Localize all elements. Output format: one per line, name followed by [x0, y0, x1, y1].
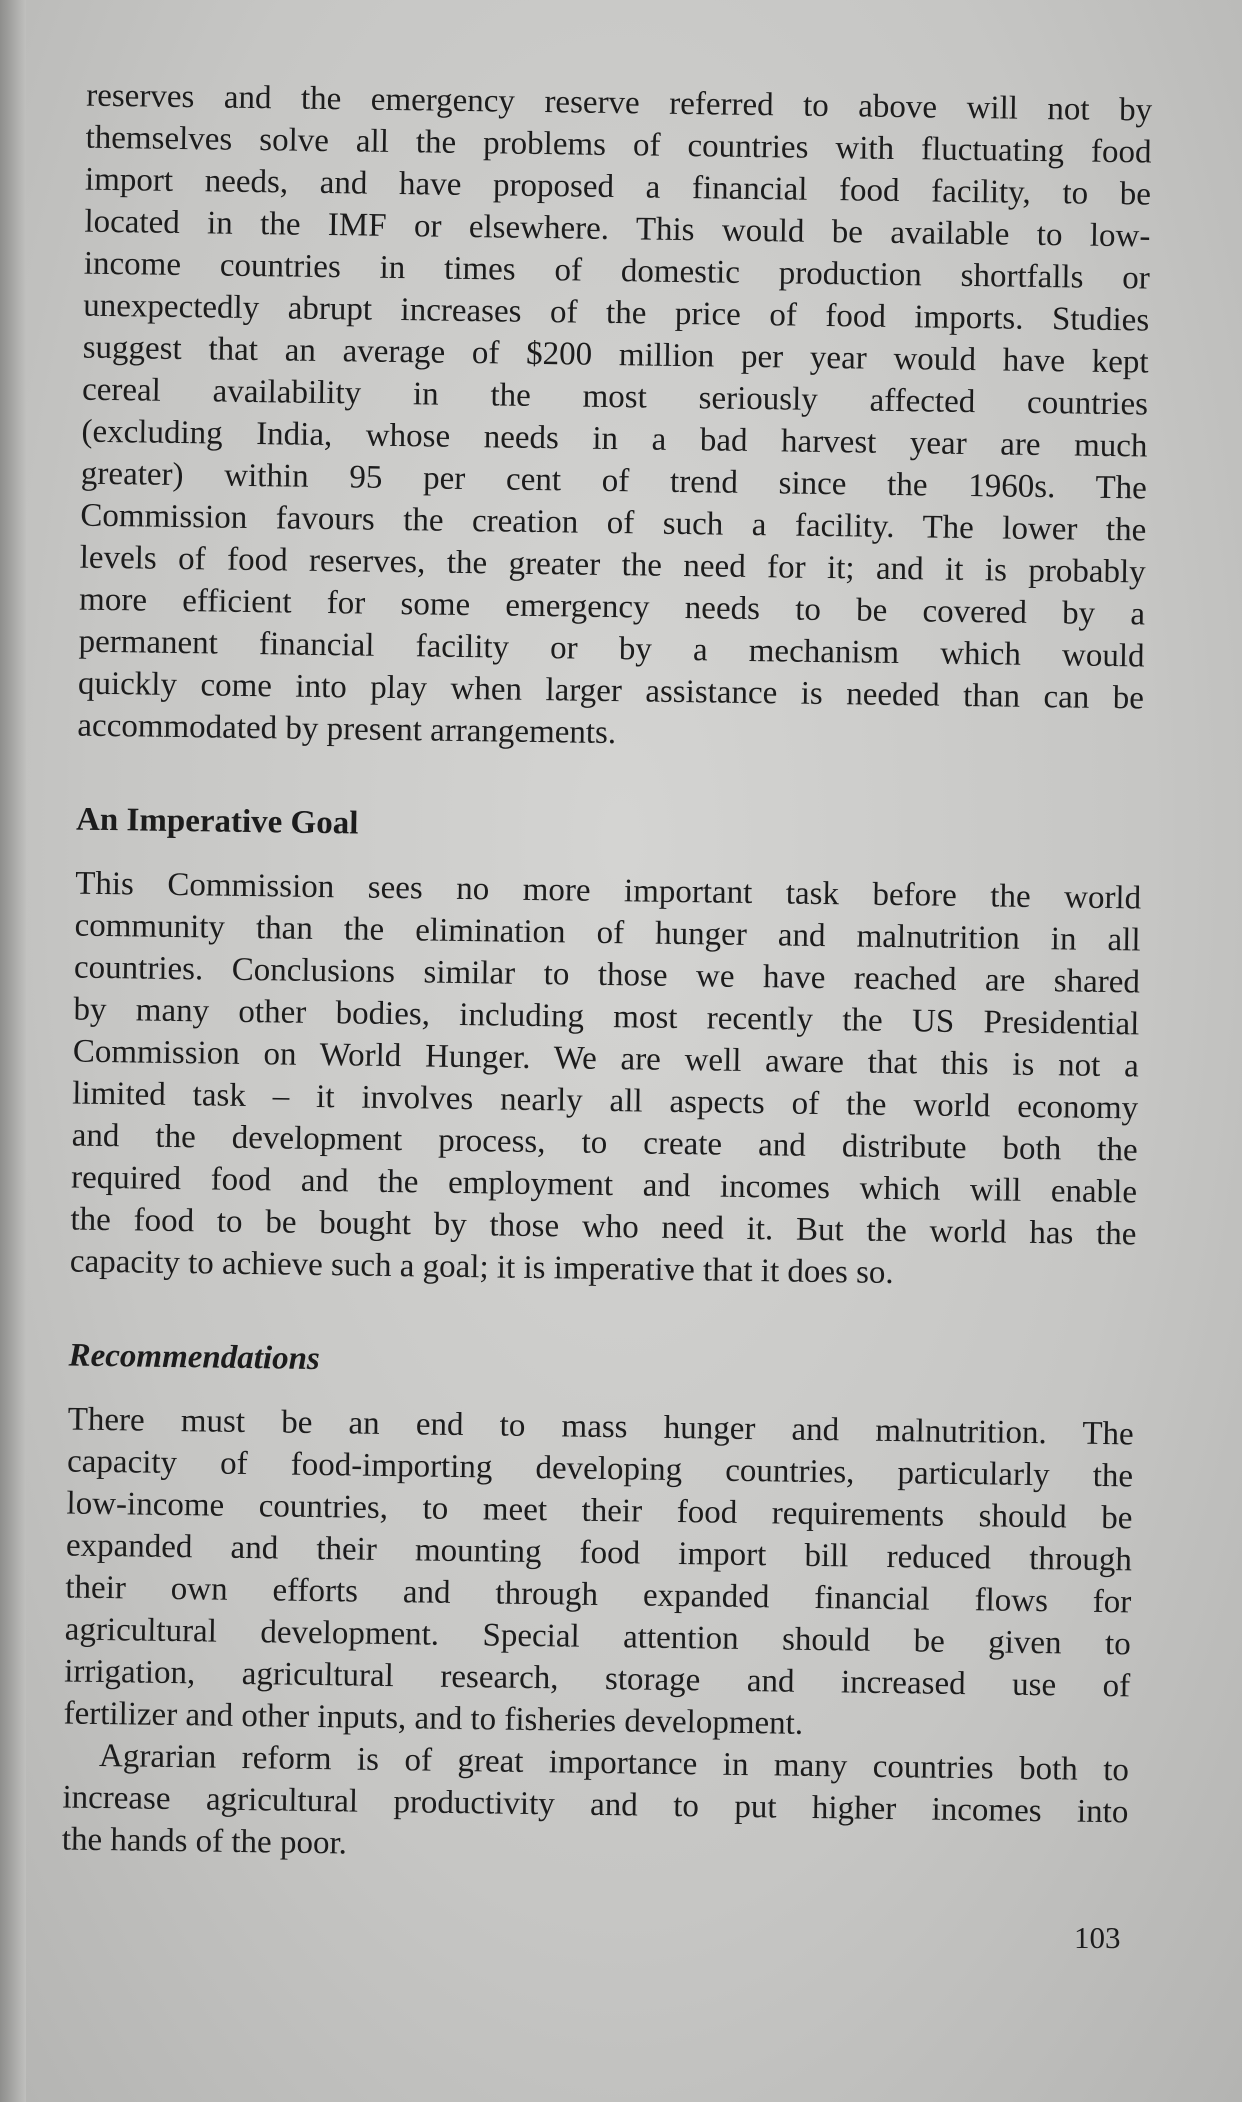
text-line: irrigation, agricultural research, storage and increased use of [63, 1653, 1131, 1705]
text-line: greater) within 95 per cent of trend since the 1960s. The [80, 455, 1148, 507]
text-line: located in the IMF or elsewhere. This would be available to low- [84, 203, 1151, 255]
paragraph-financial-facility [77, 75, 1152, 762]
text-line: cereal availability in the most seriously affected countries [81, 371, 1149, 423]
text-line: themselves solve all the problems of countries with fluctuating food [85, 119, 1152, 171]
text-line: increase agricultural productivity and to put higher incomes into [62, 1779, 1129, 1831]
text-line: by many other bodies, including most recently the US Presidential [73, 991, 1140, 1043]
text-line: (excluding India, whose needs in a bad harvest year are much [81, 413, 1148, 465]
text-line: suggest that an average of $200 million per year would have kept [82, 329, 1149, 381]
text-line: more efficient for some emergency needs to be covered by a [78, 581, 1146, 633]
text-line: countries. Conclusions similar to those we have reached are shared [73, 949, 1141, 1001]
text-line: levels of food reserves, the greater the need for it; and it is probably [79, 539, 1146, 591]
paragraph-agrarian-reform [62, 1734, 1130, 1875]
text-line: low-income countries, to meet their food requirements should be [66, 1485, 1133, 1537]
page-body [62, 75, 1153, 1876]
section-heading-recommendations: Recommendations [68, 1337, 321, 1378]
text-line: fertilizer and other inputs, and to fisheries development. [63, 1695, 804, 1742]
page-number: 103 [1074, 1920, 1121, 1955]
text-line: their own efforts and through expanded financial flows for [65, 1569, 1132, 1621]
text-line: quickly come into play when larger assistance is needed than can be [77, 665, 1145, 717]
text-line: expanded and their mounting food import bill reduced through [65, 1527, 1133, 1579]
text-line: limited task – it involves nearly all aspects of the world economy [72, 1075, 1139, 1127]
text-line: capacity to achieve such a goal; it is imperative that it does so. [69, 1243, 894, 1292]
section-heading-imperative-goal: An Imperative Goal [75, 801, 359, 842]
text-line: import needs, and have proposed a financial food facility, to be [84, 161, 1152, 213]
text-line: Commission favours the creation of such a facility. The lower the [80, 497, 1147, 549]
paragraph-imperative-goal [70, 863, 1142, 1298]
text-line: unexpectedly abrupt increases of the price of food imports. Studies [83, 287, 1150, 339]
text-line: income countries in times of domestic production shortfalls or [83, 245, 1151, 297]
text-line: capacity of food-importing developing countries, particularly the [66, 1443, 1134, 1495]
text-line: Commission on World Hunger. We are well aware that this is not a [72, 1033, 1140, 1085]
text-line: and the development process, to create and distribute both the [71, 1117, 1138, 1169]
text-line: community than the elimination of hunger and malnutrition in all [74, 907, 1141, 959]
text-line: the hands of the poor. [61, 1821, 348, 1862]
book-spine-shadow [0, 0, 26, 2102]
text-line: the food to be bought by those who need it. But the world has the [70, 1201, 1137, 1253]
text-line: Agrarian reform is of great importance in many countries both to [98, 1737, 1130, 1789]
text-line: reserves and the emergency reserve referred to above will not by [85, 77, 1153, 129]
text-line: required food and the employment and incomes which will enable [70, 1159, 1138, 1211]
text-line: accommodated by present arrangements. [77, 707, 617, 752]
text-line: agricultural development. Special attention should be given to [64, 1611, 1131, 1663]
text-line: There must be an end to mass hunger and malnutrition. The [67, 1401, 1134, 1453]
text-line: This Commission sees no more important task before the world [74, 865, 1142, 917]
paragraph-recommendations [63, 1399, 1134, 1750]
text-line: permanent financial facility or by a mechanism which would [78, 623, 1145, 675]
